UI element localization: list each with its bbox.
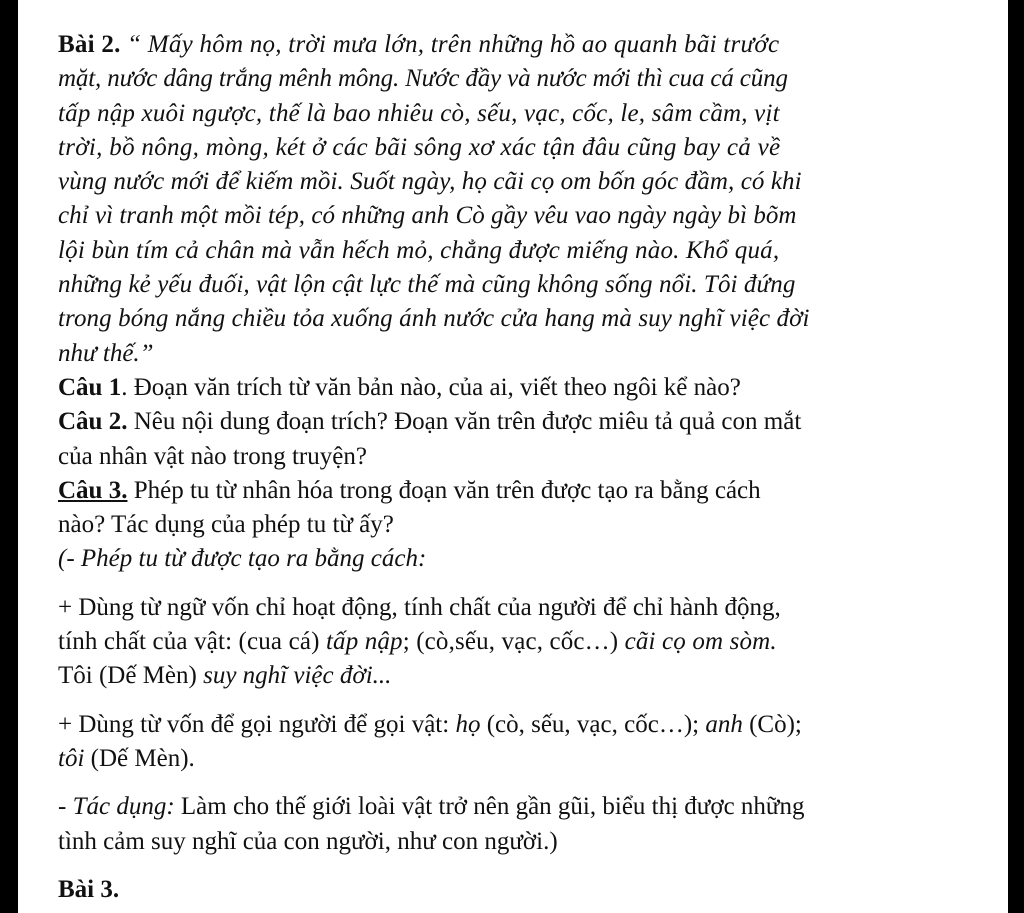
spacer: [58, 694, 973, 708]
answer-point-2-line-2: [58, 742, 973, 776]
answer-text: Tôi (Dế Mèn): [58, 662, 204, 690]
bai2-label: Bài 2.: [58, 31, 121, 58]
quote-line: trời, bồ nông, mòng, két ở các bãi sông xơ xác tận đâu cũng bay cả về: [58, 133, 781, 161]
question-1-label: Câu 1: [58, 373, 122, 401]
answer-text: tính chất của vật: (cua cá): [58, 628, 326, 656]
spacer: [58, 776, 973, 790]
answer-italic: anh: [705, 710, 743, 738]
answer-effect: [58, 790, 973, 824]
answer-text: ; (cò,sếu, vạc, cốc…): [402, 628, 625, 656]
spacer: [58, 859, 973, 873]
quote-text: “ Mấy hôm nọ, trời mưa lớn, trên những hồ ao quanh bãi trước: [127, 31, 780, 58]
quote-line: mặt, nước dâng trắng mênh mông. Nước đầy và nước mới thì cua cá cũng: [58, 65, 788, 93]
answer-point-2: [58, 708, 973, 742]
quote-line: những kẻ yếu đuối, vật lộn cật lực thế mà cũng không sống nổi. Tôi đứng: [58, 271, 796, 299]
document-page: [18, 0, 1008, 913]
answer-text: (Cò);: [742, 710, 802, 738]
bai3-label: Bài 3.: [58, 875, 120, 903]
quote-line: tấp nập xuôi ngược, thế là bao nhiêu cò, sếu, vạc, cốc, le, sâm cầm, vịt: [58, 99, 780, 127]
bai2-line-1: [58, 28, 973, 62]
answer-italic: cãi cọ om sòm.: [624, 628, 777, 656]
answer-text: + Dùng từ vốn để gọi người để gọi vật:: [58, 710, 456, 738]
answer-text: (cò, sếu, vạc, cốc…);: [480, 710, 706, 738]
answer-point-1: + Dùng từ ngữ vốn chỉ hoạt động, tính chất của người để chỉ hành động,: [58, 593, 781, 621]
question-2-label: Câu 2.: [58, 408, 128, 436]
question-2-cont: của nhân vật nào trong truyện?: [58, 442, 367, 470]
document-content: [58, 28, 973, 907]
quote-line: như thế.”: [58, 339, 154, 367]
question-3-label: Câu 3.: [58, 476, 128, 504]
answer-intro: (- Phép tu từ được tạo ra bằng cách:: [58, 545, 427, 573]
question-1-text: . Đoạn văn trích từ văn bản nào, của ai, viết theo ngôi kể nào?: [121, 373, 741, 401]
quote-line: vùng nước mới để kiếm mồi. Suốt ngày, họ cãi cọ om bốn góc đầm, có khi: [58, 168, 802, 196]
answer-italic: tôi: [58, 744, 85, 772]
answer-italic: suy nghĩ việc đời...: [203, 662, 392, 690]
question-3: [58, 474, 973, 508]
answer-point-1-line-2: [58, 625, 973, 659]
answer-text: Làm cho thế giới loài vật trở nên gần gũi, biểu thị được những: [174, 793, 805, 821]
bai2-passage: [58, 28, 973, 371]
answer-text: (Dế Mèn).: [84, 744, 195, 772]
answer-italic: Tác dụng:: [72, 793, 175, 821]
question-3-cont: nào? Tác dụng của phép tu từ ấy?: [58, 511, 394, 539]
answer-italic: họ: [455, 710, 481, 738]
question-3-text: Phép tu từ nhân hóa trong đoạn văn trên được tạo ra bằng cách: [127, 476, 761, 504]
quote-line: chỉ vì tranh một mồi tép, có những anh Cò gầy vêu vao ngày ngày bì bõm: [58, 202, 797, 230]
answer-point-1-line-3: [58, 659, 973, 693]
question-1: [58, 371, 973, 405]
question-2: [58, 405, 973, 439]
quote-line: lội bùn tím cả chân mà vẫn hếch mỏ, chẳng được miếng nào. Khổ quá,: [58, 236, 780, 264]
answer-italic: tấp nập: [325, 628, 403, 656]
answer-text: -: [58, 793, 73, 821]
answer-effect-line-2: tình cảm suy nghĩ của con người, như con người.): [58, 827, 558, 855]
spacer: [58, 577, 973, 591]
question-2-text: Nêu nội dung đoạn trích? Đoạn văn trên được miêu tả quả con mắt: [127, 408, 802, 436]
quote-line: trong bóng nắng chiều tỏa xuống ánh nước cửa hang mà suy nghĩ việc đời: [58, 305, 810, 333]
